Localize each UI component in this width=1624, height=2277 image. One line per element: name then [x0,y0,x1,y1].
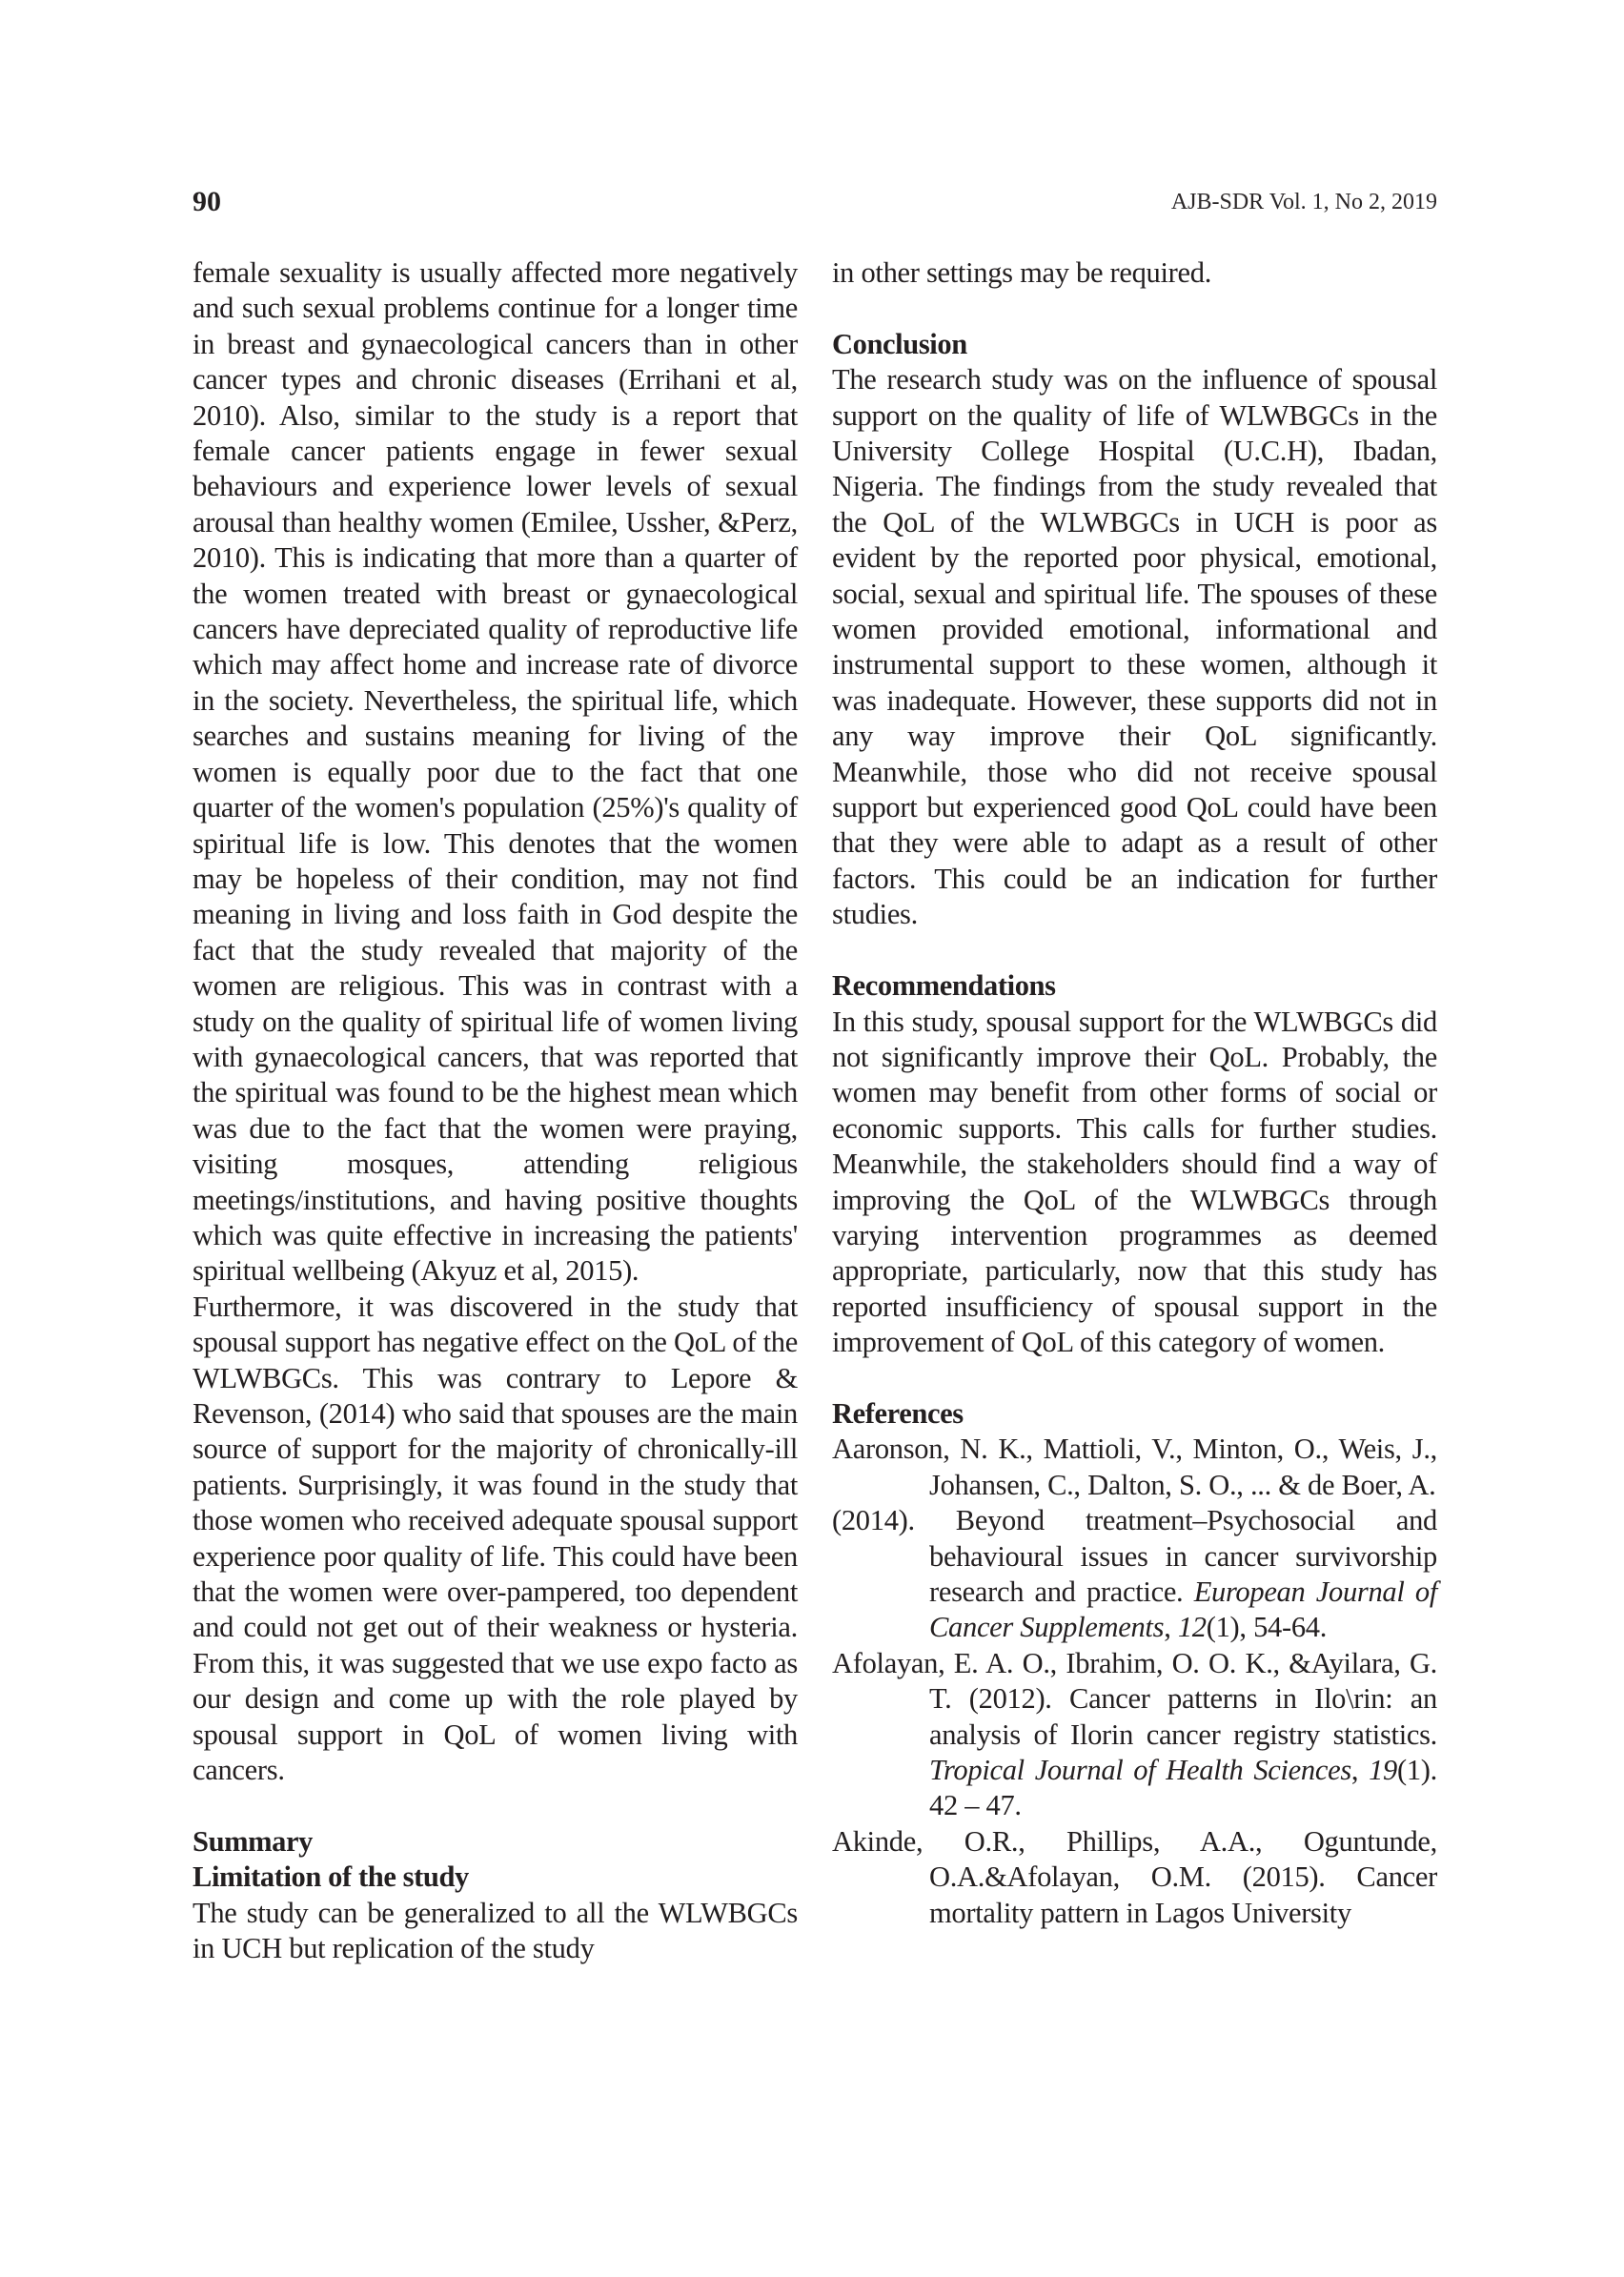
section-gap [832,933,1437,968]
section-heading-references: References [832,1396,964,1430]
reference-pages: (1), 54-64. [1206,1611,1328,1644]
reference-journal: Tropical Journal of Health Sciences [929,1754,1351,1787]
section-heading-summary: Summary [193,1824,313,1858]
reference-volume: 12 [1177,1611,1207,1644]
section-gap [832,291,1437,326]
conclusion-paragraph: The research study was on the influence of spousal support on the quality of life of WLWBGCs in the University College Hospital (U.C.H), Ibadan, Nigeria. The findings from the study revealed that the QoL of the WLWBGCs in UCH is poor as evident by the reported poor physical, emotional, social, sexual and spiritual life. The spouses of these women provided emotional, informational and instrumental support to these women, although it was inadequate. However, these supports did not in any way improve their QoL significantly. Meanwhile, those who did not receive spousal support but experienced good QoL could have been that they were able to adapt as a result of other factors. This could be an indication for further studies. [832,363,1437,931]
left-column [193,255,798,1966]
section-gap [193,1788,798,1823]
reference-authors: Aaronson, N. K., Mattioli, V., Minton, O., Weis, J., Johansen, C., Dalton, S. O., ... & de Boer, A. [832,1433,1437,1501]
reference-text: Afolayan, E. A. O., Ibrahim, O. O. K., &Ayilara, G. T. (2012). Cancer patterns in Ilo\rin: an analysis of Ilorin cancer registry statistics. [832,1646,1437,1751]
recommendations-paragraph: In this study, spousal support for the WLWBGCs did not significantly improve their QoL. Probably, the women may benefit from other forms of social or economic supports. This calls for further studies. Meanwhile, the stakeholders should find a way of improving the QoL of the WLWBGCs through varying intervention programmes as deemed appropriate, particularly, now that this study has reported insufficiency of spousal support in the improvement of QoL of this category of women. [832,1005,1437,1359]
section-heading-limitation: Limitation of the study [193,1860,469,1894]
reference-separator: , [1350,1754,1370,1787]
reference-authors: Akinde, O.R., Phillips, A.A., Oguntunde, O.A.&Afolayan, O.M. (2015). Cancer mortality pattern in Lagos University [832,1824,1437,1929]
section-heading-recommendations: Recommendations [832,969,1056,1003]
right-column [832,255,1437,1931]
reference-separator: , [1164,1611,1178,1644]
reference-entry [832,1432,1437,1503]
page-number: 90 [193,186,221,217]
reference-entry [832,1824,1437,1931]
running-head: AJB-SDR Vol. 1, No 2, 2019 [1170,190,1437,214]
section-heading-conclusion: Conclusion [832,327,967,360]
reference-entry [832,1503,1437,1646]
reference-pages: (1). 42 – 47. [929,1754,1437,1822]
limitation-paragraph-continued: in other settings may be required. [832,256,1212,289]
reference-journal: European Journal of Cancer Supplements [929,1575,1437,1644]
reference-text: (2014). Beyond treatment–Psychosocial and behavioural issues in cancer survivorship research and practice. [832,1504,1437,1608]
discussion-paragraph: Furthermore, it was discovered in the study that spousal support has negative effect on the QoL of the WLWBGCs. This was contrary to Lepore & Revenson, (2014) who said that spouses are the main source of support for the majority of chronically-ill patients. Surprisingly, it was found in the study that those women who received adequate spousal support experience poor quality of life. This could have been that the women were over-pampered, too dependent and could not get out of their weakness or hysteria. From this, it was suggested that we use expo facto as our design and come up with the role played by spousal support in QoL of women living with cancers. [193,1290,798,1787]
reference-volume: 19 [1369,1754,1397,1787]
limitation-paragraph: The study can be generalized to all the WLWBGCs in UCH but replication of the study [193,1896,798,1965]
discussion-paragraph: female sexuality is usually affected more negatively and such sexual problems continue for a longer time in breast and gynaecological cancers than in other cancer types and chronic diseases (Errihani et al, 2010). Also, similar to the study is a report that female cancer patients engage in fewer sexual behaviours and experience lower levels of sexual arousal than healthy women (Emilee, Ussher, &Perz, 2010). This is indicating that more than a quarter of the women treated with breast or gynaecological cancers have depreciated quality of reproductive life which may affect home and increase rate of divorce in the society. Nevertheless, the spiritual life, which searches and sustains meaning for living of the women is equally poor due to the fact that one quarter of the women's population (25%)'s quality of spiritual life is low. This denotes that the women may be hopeless of their condition, may not find meaning in living and loss faith in God despite the fact that the study revealed that majority of the women are religious. This was in contrast with a study on the quality of spiritual life of women living with gynaecological cancers, that was reported that the spiritual was found to be the highest mean which was due to the fact that the women were praying, visiting mosques, attending religious meetings/institutions, and having positive thoughts which was quite effective in increasing the patients' spiritual wellbeing (Akyuz et al, 2015). [193,256,798,1288]
reference-entry [832,1646,1437,1824]
section-gap [832,1361,1437,1396]
